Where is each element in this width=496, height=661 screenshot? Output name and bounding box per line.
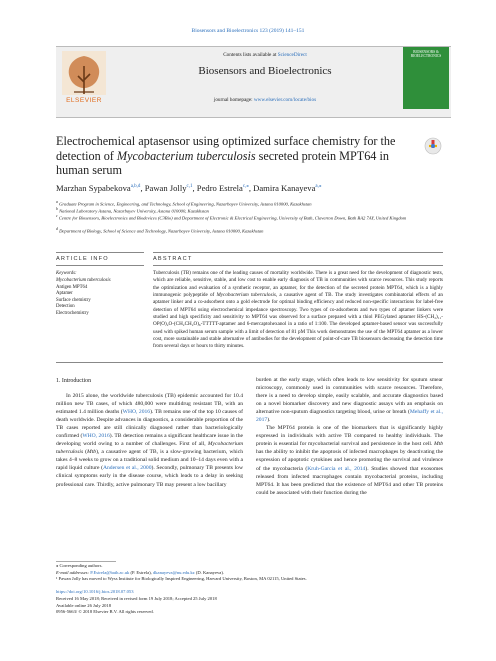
intro-paragraph — [256, 424, 443, 496]
copyright: 0956-5663/ © 2018 Elsevier B.V. All rights reserved. — [56, 609, 154, 614]
citation-link[interactable]: WHO, 2016 — [82, 433, 110, 440]
author-list — [56, 183, 456, 193]
author-affiliation-mark[interactable]: c,1 — [186, 184, 193, 190]
intro-paragraph — [256, 376, 443, 424]
author-name[interactable]: Damira Kanayeva — [253, 183, 316, 193]
author-separator: , — [192, 183, 197, 193]
intro-right-column — [256, 376, 443, 497]
email-line: E-mail addresses: P.Estrela@bath.ac.uk (P. Estrela), dkanayeva@nu.edu.kz (D. Kanayeva). — [56, 569, 225, 575]
affiliation-c: $^c$ Centre for Biosensors, Bioelectronics and Biodevices (C3Bio) and Department of Electronic & Electrical Engineering, University of Bath, Claverton Down, Bath BA2 7AY, United Kingdom — [56, 214, 407, 221]
text-run: In 2015 alone, the worldwide tuberculosis (TB) epidemic accounted for 10.4 million new TB cases, of which 480,000 were multidrug resistant TB, with an estimated 1.4 million deaths ( — [56, 393, 243, 416]
homepage-link[interactable]: www.elsevier.com/locate/bios — [253, 97, 317, 103]
keyword-item: Aptamer — [56, 291, 73, 296]
sciencedirect-link[interactable]: ScienceDirect — [277, 52, 307, 58]
divider — [153, 252, 443, 253]
homepage-line — [140, 97, 390, 103]
author-name[interactable]: Pedro Estrela — [196, 183, 243, 193]
text-run: ). Studies showed that exosomes released from infected macrophages contain mycobacterial proteins, including MPT64. It has been predicted that the existence of MPT64 and other TB proteins could be associated with their function during the — [256, 465, 443, 496]
author-name[interactable]: Pawan Jolly — [144, 183, 187, 193]
author-affiliation-mark[interactable]: a,b,d — [130, 184, 141, 190]
title-italic: Mycobacterium tuberculosis — [116, 148, 256, 163]
keyword-item: Detection — [56, 304, 75, 309]
received-dates: Received 16 May 2018; Received in revised form 19 July 2018; Accepted 25 July 2018 — [56, 596, 217, 601]
divider — [153, 265, 443, 266]
text-run: Mtb — [433, 441, 443, 448]
available-online: Available online 26 July 2018 — [56, 602, 112, 608]
citation-link[interactable]: Kruh-Garcia et al., 2014 — [307, 465, 366, 472]
article-info-heading: ARTICLE INFO — [56, 256, 109, 262]
author-separator: , — [248, 183, 254, 193]
article-title — [56, 134, 416, 178]
text-run: Mtb — [87, 449, 97, 456]
text-run: ). — [267, 417, 271, 424]
author-separator: , — [140, 183, 145, 193]
divider — [56, 362, 443, 363]
citation-link[interactable]: WHO, 2016 — [122, 409, 151, 416]
cover-title: BIOSENSORS & BIOELECTRONICS — [410, 50, 442, 58]
intro-left-column — [56, 392, 243, 489]
author-affiliation-mark[interactable]: c,⁎ — [242, 184, 249, 190]
publisher-name: ELSEVIER — [66, 97, 102, 104]
divider — [56, 252, 144, 253]
title-part-1: Electrochemical aptasensor using optimized surface chemistry for the detection of — [56, 134, 396, 163]
abstract-heading: ABSTRACT — [153, 256, 193, 262]
author-affiliation-mark[interactable]: a,⁎ — [315, 184, 322, 190]
author-name[interactable]: Marzhan Sypabekova — [56, 183, 131, 193]
contents-prefix: Contents lists available at — [223, 52, 278, 58]
footnote-divider — [56, 561, 116, 562]
abstract-text: Tuberculosis (TB) remains one of the leading causes of mortality worldwide. There is a great need for the development of diagnostic tests, which are reliable, sensitive, stable, and low cost to enable early diagnosis of TB in communities with scarce resources. This study reports the optimization and evaluation of a synthetic receptor, an aptamer, for the detection of the secreted protein MPT64, which is a highly immunogenic polypeptide of Mycobacterium tuberculosis, a causative agent of TB. The study investigates combinatorial effects of an aptamer linker and a co-adsorbent onto a gold electrode for optimal binding efficiency and reduced non-specific interactions for label-free detection of MPT64 using electrochemical impedance spectroscopy. Two types of co-adsorbents and two types of aptamer linkers were studied and high specificity and sensitivity to MPT64 was observed for a surface prepared with a thiol PEGylated aptamer HS-(CH₂)₁₁-OP(O)₂O-(CH₂CH₂O)₆-TTTTT-aptamer and 6-mercaptohexanol in a ratio of 1:100. The developed aptamer-based sensor was successfully used with spiked human serum sample with a limit of detection of 81 pM This work demonstrates the use of the MPT64 aptamer as a lower cost, more sustainable and stable alternative of antibodies for the development of point-of-care TB biosensors decreasing the detection time from several days or hours to thirty minutes. — [153, 270, 443, 350]
affiliation-d: $^d$ Department of Biology, School of Science and Technology, Nazarbayev University, Astana 010000, Kazakhstan — [56, 227, 264, 234]
citation-link[interactable]: Andersen et al., 2000 — [102, 465, 152, 472]
text-run: ), a causative agent of TB, is a slow-growing bacterium, which takes 4–8 weeks to grow on a traditional solid medium and 10–14 days even with a rapid liquid culture ( — [56, 449, 243, 472]
text-run: ). TB remains one of the top 10 causes of death worldwide. Despite advances in diagnostics, a considerable proportion of the TB cases reported are still clinically diagnosed rather than bacteriologically confirmed ( — [56, 409, 244, 440]
corresponding-note: ⁎ Corresponding authors. — [56, 563, 103, 568]
text-run: ). Secondly, pulmonary TB presents low clinical symptoms early in the disease course, which leads to a delay in seeking professional care. Thirdly, active pulmonary TB may present a low bacillary — [56, 465, 243, 488]
text-run: Mycobacterium tuberculosis — [56, 441, 243, 456]
email-link[interactable]: dkanayeva@nu.edu.kz — [152, 569, 195, 575]
footnote-1: ¹ Pawan Jolly has moved to Wyss Institute for Biologically Inspired Engineering, Harvard University, Boston, MA 02115, United States. — [56, 576, 307, 581]
journal-citation[interactable]: Biosensors and Bioelectronics 123 (2019) 141–151 — [191, 28, 305, 34]
text-run: has the ability to inhibit the apoptosis of infected macrophages by deactivating the expression of apoptotic cytokines and hence promoting the survival and virulence of the mycobacteria ( — [256, 449, 443, 472]
title-part-2: secreted protein MPT64 in human serum — [56, 148, 389, 177]
text-run: The MPT64 protein is one of the biomarkers that is significantly highly expressed in individuals with active TB compared to healthy individuals. The protein is essential for mycobacterial survival and persistence in the host cell. — [256, 425, 443, 448]
keyword-item: Electrochemistry — [56, 310, 89, 316]
keyword-item: Surface chemistry — [56, 297, 91, 303]
contents-line — [140, 52, 390, 58]
crossmark-icon[interactable] — [424, 137, 442, 155]
text-run: burden at the early stage, which often leads to low sensitivity for sputum smear microscopy, commonly used in communities with scarce resources. Therefore, there is a need to develop simple, easily scalable, and accurate diagnostics based on a novel biomarker discovery and new diagnostic assays with an emphasis on alternative non-sputum diagnostics targeting blood, urine or breath ( — [256, 377, 443, 416]
doi-link[interactable]: https://doi.org/10.1016/j.bios.2018.07.053 — [56, 589, 134, 594]
homepage-prefix: journal homepage: — [213, 97, 254, 103]
divider — [56, 265, 144, 266]
keyword-item: Mycobacterium tuberculosis — [56, 278, 111, 283]
keywords-label: Keywords: — [56, 271, 77, 276]
journal-name: Biosensors and Bioelectronics — [198, 65, 332, 77]
affiliation-b: $^b$ National Laboratory Astana, Nazarbayev University, Astana 010000, Kazakhstan — [56, 207, 209, 214]
text-run: ). TB detection remains a significant healthcare issue in the developing world owing to a number of challenges. First of all, — [56, 433, 243, 448]
email-link[interactable]: P.Estrela@bath.ac.uk — [90, 569, 130, 575]
section-heading-introduction: 1. Introduction — [56, 378, 92, 384]
affiliation-a: $^a$ Graduate Program in Science, Engineering, and Technology, School of Engineering, Nazarbayev University, Astana 010000, Kazakhstan — [56, 200, 312, 207]
text-run: ( — [83, 449, 88, 456]
citation-link[interactable]: Mehaffy et al., 2017 — [256, 409, 443, 424]
keyword-item: Antigen MPT64 — [56, 284, 88, 290]
